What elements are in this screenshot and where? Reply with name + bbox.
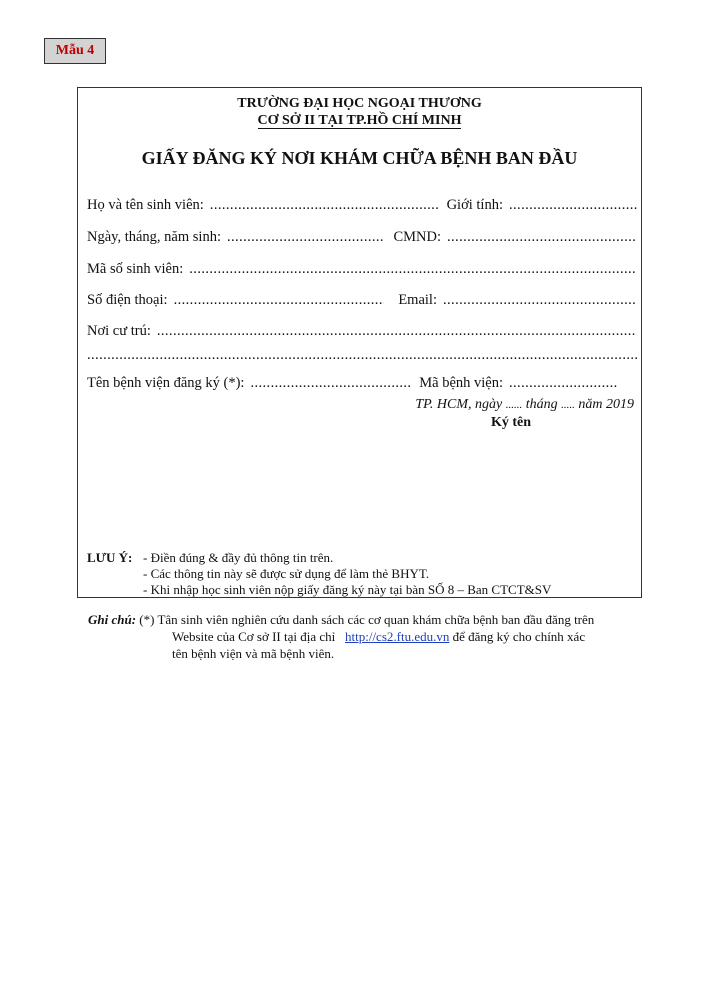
- residence-label: Nơi cư trú:: [87, 323, 151, 339]
- dob-label: Ngày, tháng, năm sinh:: [87, 229, 221, 245]
- form-number-badge: Mẫu 4: [44, 38, 106, 64]
- id-card-label: CMND:: [393, 229, 441, 245]
- residence-field[interactable]: [151, 322, 637, 340]
- hospital-label: Tên bệnh viện đăng ký (*):: [87, 375, 245, 391]
- residence-field-line2[interactable]: [87, 346, 637, 364]
- note-item: - Các thông tin này sẽ được sử dụng để làm thẻ BHYT.: [143, 566, 430, 581]
- row-phone-email: [87, 291, 637, 309]
- website-link[interactable]: http://cs2.ftu.edu.vn: [345, 629, 450, 644]
- notes-label: LƯU Ý:: [87, 550, 133, 565]
- student-name-field[interactable]: [204, 196, 439, 214]
- footnote-line2: Website của Cơ sở II tại địa chỉ http://cs2.ftu.edu.vn để đăng ký cho chính xác: [172, 629, 586, 644]
- footnote-line1: Ghi chú: (*) Tân sinh viên nghiên cứu danh sách các cơ quan khám chữa bệnh ban đầu đăng trên: [88, 612, 595, 627]
- student-id-field[interactable]: [183, 260, 637, 278]
- form-title: GIẤY ĐĂNG KÝ NƠI KHÁM CHỮA BỆNH BAN ĐẦU: [141, 148, 578, 168]
- student-name-label: Họ và tên sinh viên:: [87, 197, 204, 213]
- dob-field[interactable]: [221, 228, 385, 246]
- org-name: TRƯỜNG ĐẠI HỌC NGOẠI THƯƠNG: [237, 96, 482, 111]
- day-field[interactable]: ......: [505, 399, 523, 411]
- email-label: Email:: [398, 292, 437, 308]
- phone-label: Số điện thoại:: [87, 292, 168, 308]
- signature-label: Ký tên: [491, 415, 532, 430]
- note-item: - Điền đúng & đầy đủ thông tin trên.: [143, 550, 334, 565]
- footnote-label: Ghi chú:: [88, 612, 137, 627]
- row-dob-idcard: [87, 228, 637, 246]
- org-branch: CƠ SỞ II TẠI TP.HỒ CHÍ MINH: [257, 113, 462, 128]
- phone-field[interactable]: [168, 291, 385, 309]
- row-residence: [87, 322, 637, 340]
- id-card-field[interactable]: [441, 228, 637, 246]
- note-item: - Khi nhập học sinh viên nộp giấy đăng ký này tại bàn SỐ 8 – Ban CTCT&SV: [143, 582, 552, 597]
- row-student-id: [87, 260, 637, 278]
- hospital-field[interactable]: [244, 374, 411, 392]
- row-residence-continued: [87, 346, 637, 364]
- gender-label: Giới tính:: [446, 197, 503, 213]
- hospital-code-label: Mã bệnh viện:: [419, 375, 503, 391]
- footnote-line3: tên bệnh viện và mã bệnh viên.: [172, 646, 335, 661]
- registration-form: [77, 87, 642, 598]
- email-field[interactable]: [437, 291, 637, 309]
- row-name-gender: [87, 196, 637, 214]
- month-field[interactable]: .....: [561, 399, 575, 411]
- student-id-label: Mã số sinh viên:: [87, 261, 184, 277]
- date-line: TP. HCM, ngày ...... tháng ..... năm 2019: [415, 397, 634, 412]
- row-hospital: [87, 374, 617, 392]
- gender-field[interactable]: [503, 196, 637, 214]
- hospital-code-field[interactable]: [503, 374, 617, 392]
